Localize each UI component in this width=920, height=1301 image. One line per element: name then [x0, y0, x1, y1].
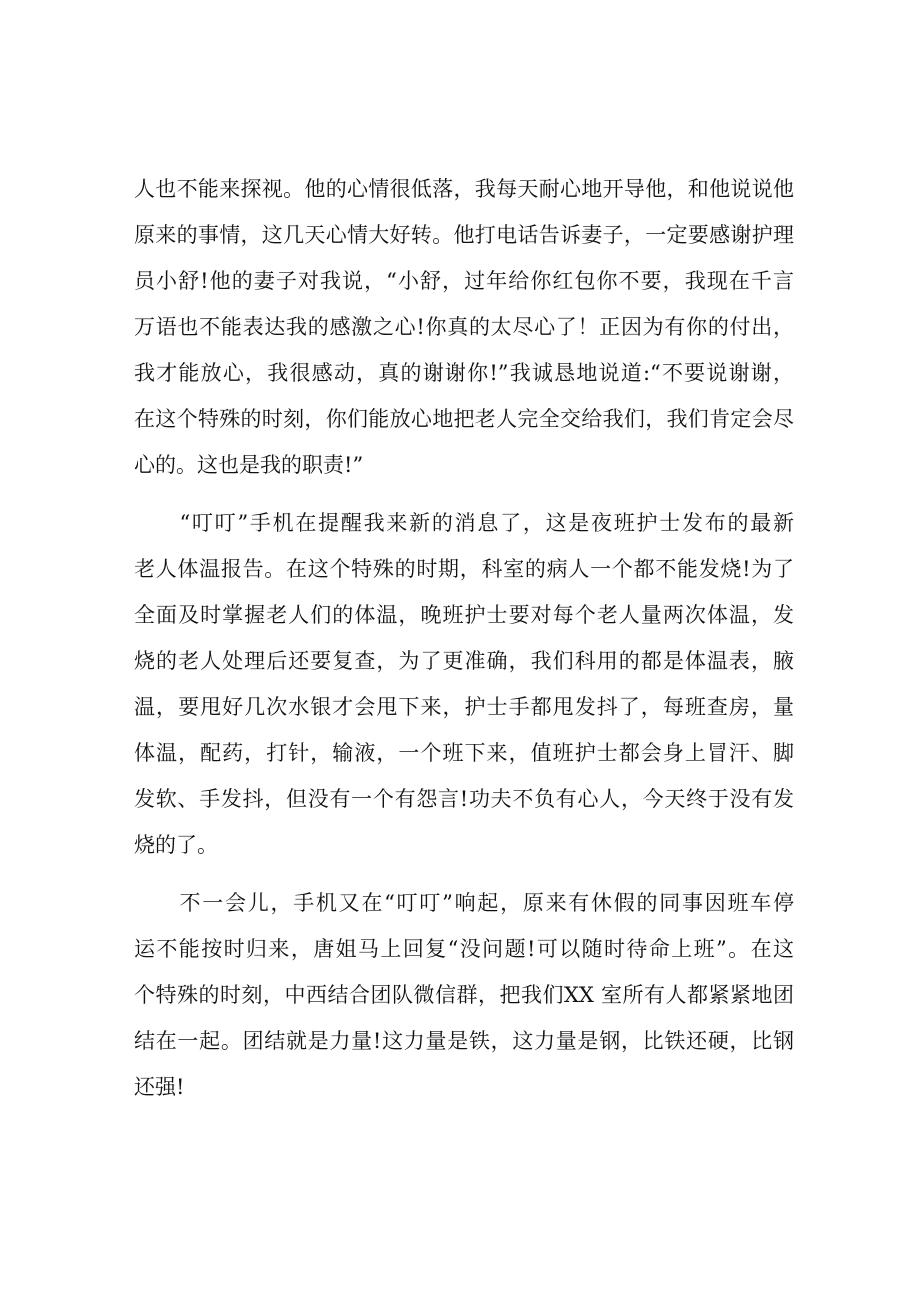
text-line: 温，要甩好几次水银才会甩下来，护士手都甩发抖了，每班查房，量 [134, 695, 794, 719]
text-line: 全面及时掌握老人们的体温，晚班护士要对每个老人量两次体温，发 [134, 603, 794, 627]
text-line: 运不能按时归来，唐姐马上回复“没问题!可以随时待命上班”。在这 [134, 937, 794, 961]
text-line: 不一会儿，手机又在“叮叮”响起，原来有休假的同事因班车停 [134, 891, 794, 915]
text-line: 还强! [134, 1075, 185, 1099]
paragraph-1 [134, 166, 794, 488]
text-line: 人也不能来探视。他的心情很低落，我每天耐心地开导他，和他说说他 [134, 177, 794, 201]
paragraph-3 [134, 880, 794, 1110]
document-body [134, 166, 794, 1122]
text-line: 烧的了。 [134, 833, 218, 857]
text-line: 个特殊的时刻，中西结合团队微信群，把我们XX 室所有人都紧紧地团 [134, 983, 794, 1007]
text-line: 我才能放心，我很感动，真的谢谢你!”我诚恳地说道:“不要说谢谢， [134, 361, 794, 385]
text-line: 发软、手发抖，但没有一个有怨言!功夫不负有心人，今天终于没有发 [134, 787, 794, 811]
paragraph-2 [134, 500, 794, 868]
text-line: 原来的事情，这几天心情大好转。他打电话告诉妻子，一定要感谢护理 [134, 223, 794, 247]
text-line: 体温，配药，打针，输液，一个班下来，值班护士都会身上冒汗、脚 [134, 741, 794, 765]
text-line: 心的。这也是我的职责!” [134, 453, 364, 477]
text-line: 结在一起。团结就是力量!这力量是铁，这力量是钢，比铁还硬，比钢 [134, 1029, 794, 1053]
text-line: 万语也不能表达我的感激之心!你真的太尽心了！正因为有你的付出， [134, 315, 794, 339]
text-line: 在这个特殊的时刻，你们能放心地把老人完全交给我们，我们肯定会尽 [134, 407, 794, 431]
text-line: 烧的老人处理后还要复查，为了更准确，我们科用的都是体温表，腋 [134, 649, 794, 673]
text-line: 老人体温报告。在这个特殊的时期，科室的病人一个都不能发烧!为了 [134, 557, 794, 581]
text-line: 员小舒!他的妻子对我说，“小舒，过年给你红包你不要，我现在千言 [134, 269, 794, 293]
text-line: “叮叮”手机在提醒我来新的消息了，这是夜班护士发布的最新 [134, 511, 794, 535]
